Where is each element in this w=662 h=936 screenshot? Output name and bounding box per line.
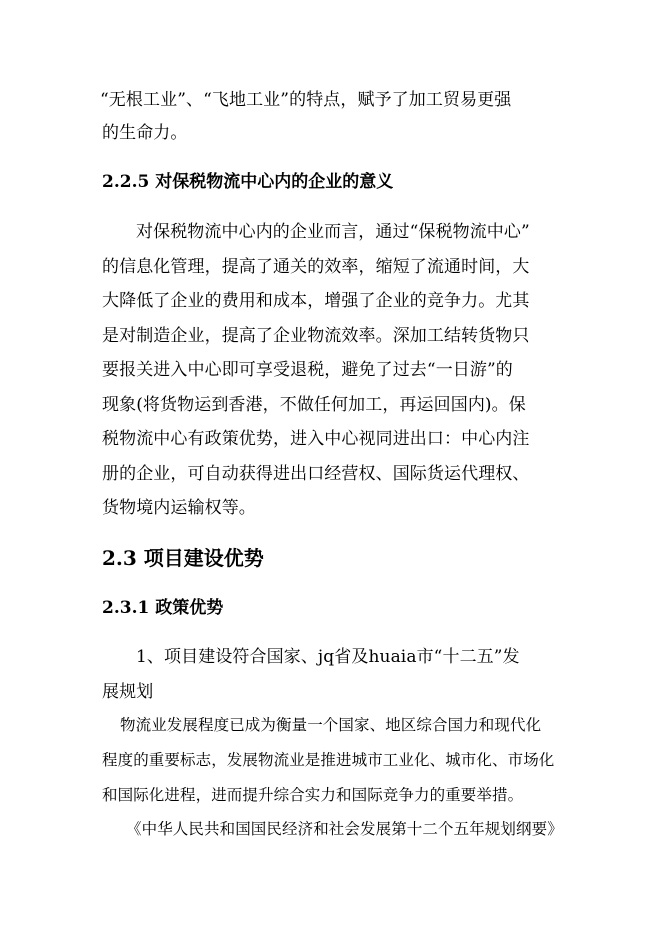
paragraph-line: 和国际化进程，进而提升综合实力和国际竞争力的重要举措。 bbox=[102, 786, 524, 804]
book-title-line: 《中华人民共和国国民经济和社会发展第十二个五年规划纲要》 bbox=[126, 820, 563, 838]
list-item-line: 展规划 bbox=[102, 682, 154, 702]
paragraph-line: 货物境内运输权等。 bbox=[102, 498, 256, 518]
paragraph-line: 现象(将货物运到香港，不做任何加工，再运回国内)。保 bbox=[102, 395, 526, 415]
section-heading-2-3-1: 2.3.1 政策优势 bbox=[102, 598, 224, 618]
paragraph-line: 程度的重要标志，发展物流业是推进城市工业化、城市化、市场化 bbox=[102, 751, 555, 769]
paragraph-line: 是对制造企业，提高了企业物流效率。深加工结转货物只 bbox=[102, 326, 530, 346]
section-heading-2-3: 2.3 项目建设优势 bbox=[102, 546, 264, 570]
paragraph-line: 要报关进入中心即可享受退税，避免了过去“一日游”的 bbox=[102, 360, 513, 380]
paragraph-line: 的生命力。 bbox=[102, 123, 188, 143]
paragraph-line: 册的企业，可自动获得进出口经营权、国际货运代理权、 bbox=[102, 464, 530, 484]
paragraph-line: 物流业发展程度已成为衡量一个国家、地区综合国力和现代化 bbox=[120, 716, 542, 734]
paragraph-line: “无根工业”、“飞地工业”的特点，赋予了加工贸易更强 bbox=[100, 90, 512, 110]
section-heading-2-2-5: 2.2.5 对保税物流中心内的企业的意义 bbox=[102, 172, 394, 192]
paragraph-line: 税物流中心有政策优势，进入中心视同进出口：中心内注 bbox=[102, 429, 530, 449]
list-item-line: 1、项目建设符合国家、jq省及huaia市“十二五”发 bbox=[136, 647, 520, 667]
paragraph-line: 大降低了企业的费用和成本，增强了企业的竞争力。尤其 bbox=[102, 291, 530, 311]
paragraph-line: 的信息化管理，提高了通关的效率，缩短了流通时间，大 bbox=[102, 257, 530, 277]
paragraph-line: 对保税物流中心内的企业而言，通过“保税物流中心” bbox=[136, 222, 530, 242]
